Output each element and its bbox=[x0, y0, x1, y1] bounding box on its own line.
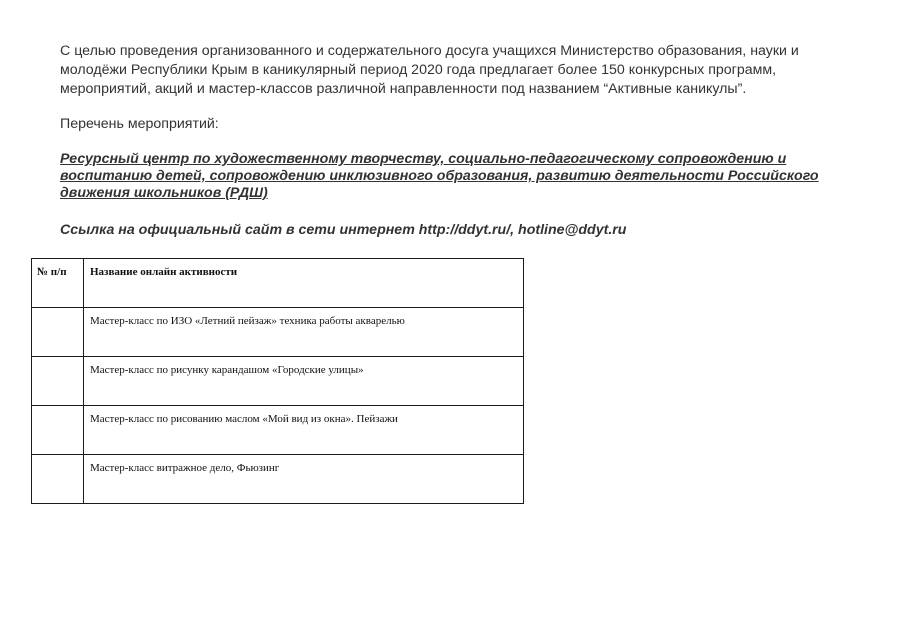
row-activity-name: Мастер-класс по рисунку карандашом «Городские улицы» bbox=[84, 357, 524, 406]
site-link-line: Ссылка на официальный сайт в сети интернет http://ddyt.ru/, hotline@ddyt.ru bbox=[60, 222, 627, 238]
row-activity-name: Мастер-класс по рисованию маслом «Мой вид из окна». Пейзажи bbox=[84, 406, 524, 455]
table-header-row bbox=[32, 259, 524, 308]
intro-paragraph: С целью проведения организованного и содержательного досуга учащихся Министерство образования, науки и молодёжи Республики Крым в каникулярный период 2020 года предлагает более 150 конкурсных программ, мероприятий, акций и мастер-классов различной направленности под названием “Активные каникулы”. bbox=[60, 43, 799, 97]
list-heading: Перечень мероприятий: bbox=[60, 116, 219, 132]
row-number bbox=[32, 406, 84, 455]
table-row bbox=[32, 308, 524, 357]
row-activity-name: Мастер-класс по ИЗО «Летний пейзаж» техника работы акварелью bbox=[84, 308, 524, 357]
organization-title: Ресурсный центр по художественному творчеству, социально-педагогическому сопровождению и воспитанию детей, сопровождению инклюзивного образования, развитию деятельности Российского движения школьников (РДШ) bbox=[60, 151, 819, 201]
row-activity-name: Мастер-класс витражное дело, Фьюзинг bbox=[84, 455, 524, 504]
row-number bbox=[32, 308, 84, 357]
table-row bbox=[32, 455, 524, 504]
table-row bbox=[32, 406, 524, 455]
row-number bbox=[32, 357, 84, 406]
header-number: № п/п bbox=[32, 259, 84, 308]
activities-table bbox=[31, 258, 524, 504]
table-row bbox=[32, 357, 524, 406]
header-activity-name: Название онлайн активности bbox=[84, 259, 524, 308]
row-number bbox=[32, 455, 84, 504]
